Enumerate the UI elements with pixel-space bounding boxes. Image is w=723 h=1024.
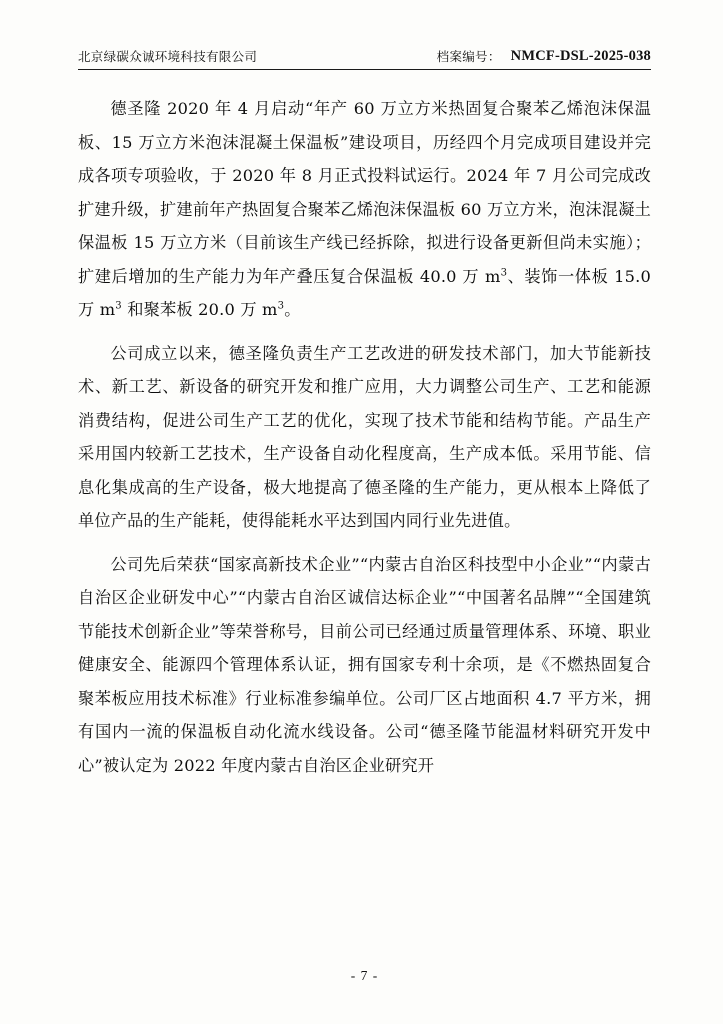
body-paragraph-3: 公司先后荣获“国家高新技术企业”“内蒙古自治区科技型中小企业”“内蒙古自治区企业研发中心”“内蒙古自治区诚信达标企业”“中国著名品牌”“全国建筑节能技术创新企业”等荣誉称号，目前公司已经通过质量管理体系、环境、职业健康安全、能源四个管理体系认证，拥有国家专利十余项，是《不燃热固复合聚苯板应用技术标准》行业标准参编单位。公司厂区占地面积 4.7 平方米，拥有国内一流的保温板自动化流水线设备。公司“德圣隆节能温材料研究开发中心”被认定为 2022 年度内蒙古自治区企业研究开	[78, 554, 651, 775]
header-archive-group	[437, 47, 651, 65]
body-paragraph-1: 德圣隆 2020 年 4 月启动“年产 60 万立方米热固复合聚苯乙烯泡沫保温板、15 万立方米泡沫混凝土保温板”建设项目，历经四个月完成项目建设并完成各项专项验收，于 2020 年 8 月正式投料试运行。2024 年 7 月公司完成改扩建升级，扩建前年产热固复合聚苯乙烯泡沫保温板 60 万立方米，泡沫混凝土保温板 15 万立方米（目前该生产线已经拆除，拟进行设备更新但尚未实施）；扩建后增加的生产能力为年产叠压复合保温板 40.0 万 $m^3$、装饰一体板 15.0 万 $m^3$ 和聚苯板 20.0 万 $m^3$。	[78, 99, 651, 319]
page-header	[78, 44, 651, 70]
header-archive-label: 档案编号：	[436, 49, 501, 64]
header-archive-code: NMCF-DSL-2025-038	[510, 48, 651, 64]
body-paragraph-2: 公司成立以来，德圣隆负责生产工艺改进的研发技术部门，加大节能新技术、新工艺、新设备的研究开发和推广应用，大力调整公司生产、工艺和能源消费结构，促进公司生产工艺的优化，实现了技术节能和结构节能。产品生产采用国内较新工艺技术，生产设备自动化程度高，生产成本低。采用节能、信息化集成高的生产设备，极大地提高了德圣隆的生产能力，更从根本上降低了单位产品的生产能耗，使得能耗水平达到国内同行业先进值。	[78, 343, 651, 530]
page-number: - 7 -	[350, 968, 379, 983]
page-content-area	[78, 44, 651, 984]
document-body	[78, 92, 651, 782]
header-company-name: 北京绿碳众诚环境科技有限公司	[78, 49, 258, 64]
